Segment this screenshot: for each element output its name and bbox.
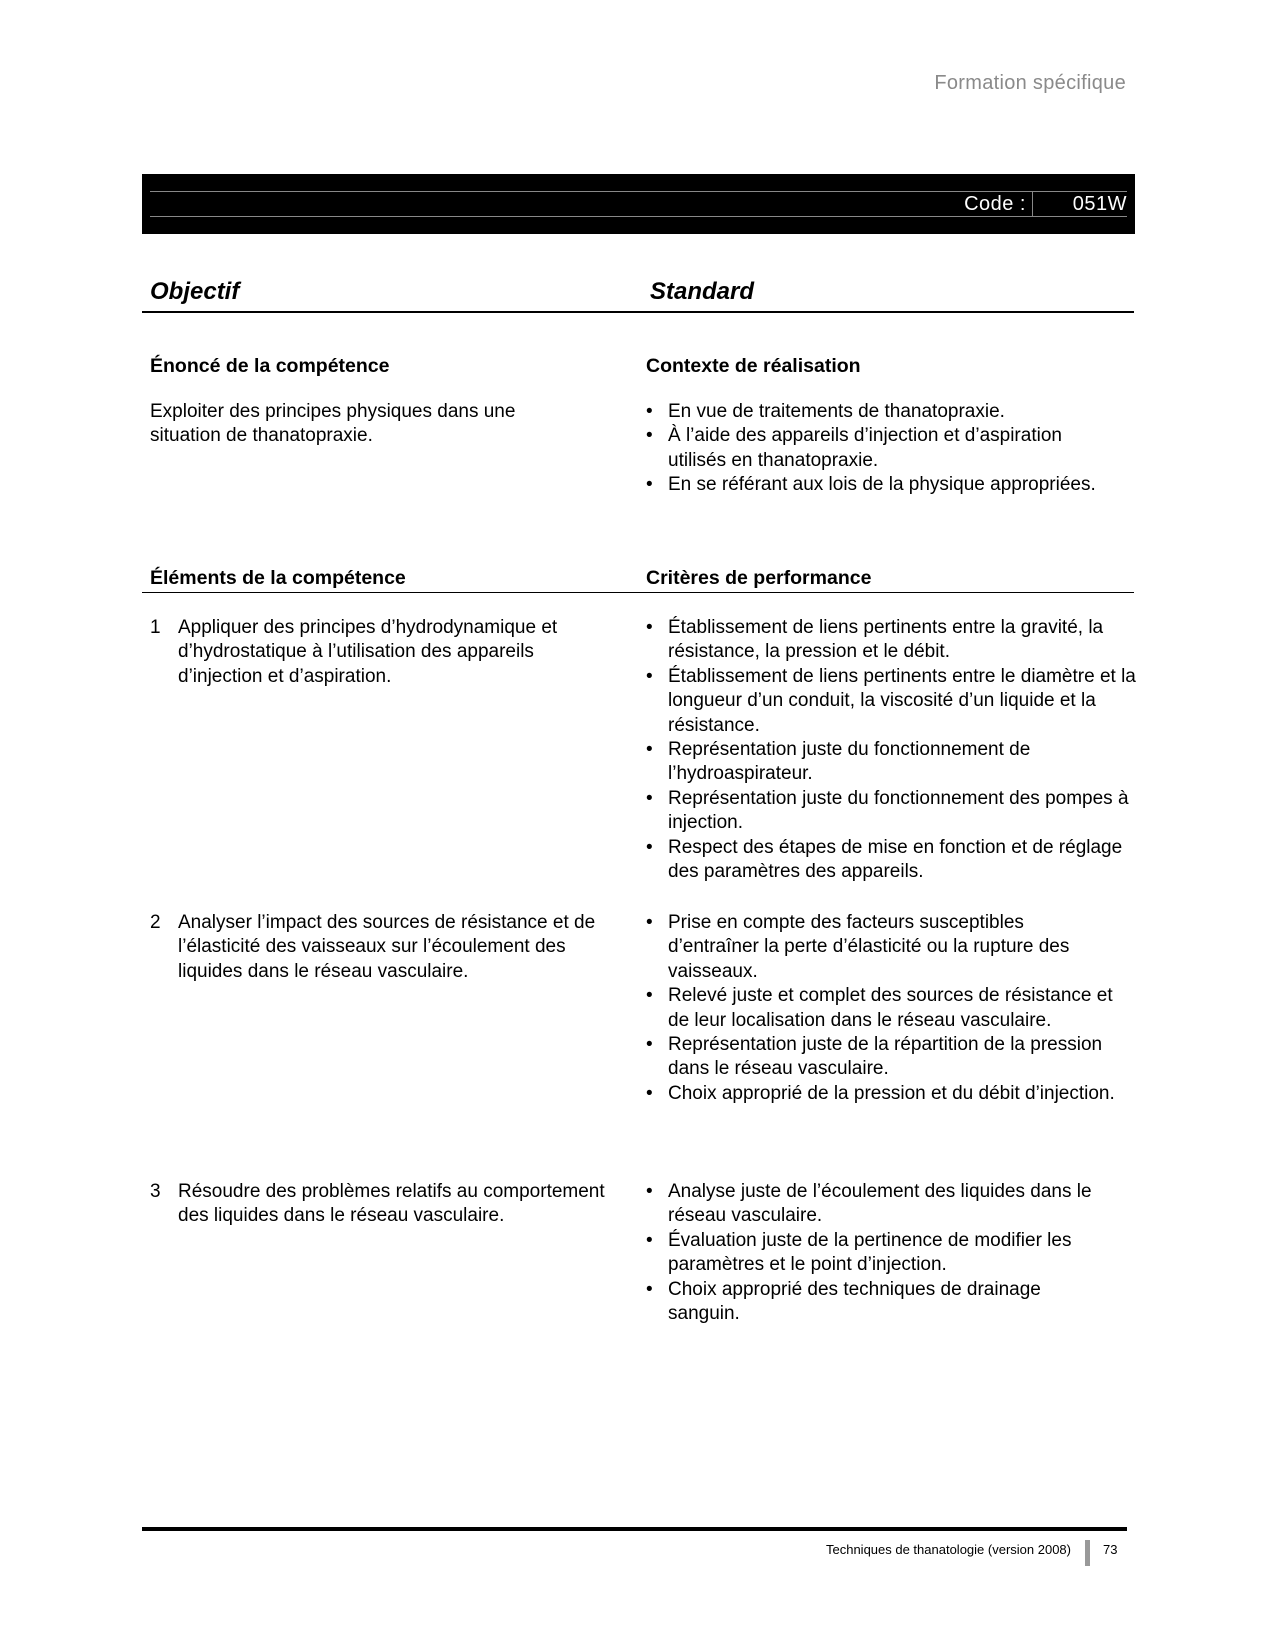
- code-bar: [142, 174, 1135, 234]
- element-text: Résoudre des problèmes relatifs au comportement des liquides dans le réseau vasculaire.: [178, 1181, 605, 1227]
- element-number: 1: [150, 617, 161, 638]
- criteria-list-2: [646, 911, 1116, 1106]
- enonce-heading: Énoncé de la compétence: [150, 355, 390, 377]
- running-header: Formation spécifique: [934, 72, 1126, 94]
- heading-rule: [142, 311, 1134, 313]
- contexte-heading: Contexte de réalisation: [646, 355, 861, 377]
- element-1: [150, 616, 618, 689]
- list-item: • À l’aide des appareils d’injection et d’aspiration utilisés en thanatopraxie.: [646, 424, 1116, 473]
- element-3: [150, 1180, 618, 1229]
- list-item: • En vue de traitements de thanatopraxie.: [646, 400, 1116, 424]
- contexte-list: [646, 400, 1116, 498]
- elements-heading: Éléments de la compétence: [150, 567, 406, 589]
- footer-rule: [142, 1527, 1127, 1531]
- list-item: • Relevé juste et complet des sources de résistance et de leur localisation dans le réseau vasculaire.: [646, 984, 1116, 1033]
- criteria-list-1: [646, 616, 1136, 884]
- section-rule: [142, 592, 1134, 593]
- objectif-heading: Objectif: [150, 278, 240, 305]
- list-item: • Respect des étapes de mise en fonction et de réglage des paramètres des appareils.: [646, 836, 1136, 885]
- list-item: • Représentation juste du fonctionnement de l’hydroaspirateur.: [646, 738, 1136, 787]
- list-item: • Choix approprié des techniques de drainage sanguin.: [646, 1278, 1116, 1327]
- list-item: • Représentation juste de la répartition de la pression dans le réseau vasculaire.: [646, 1033, 1116, 1082]
- list-item: • Établissement de liens pertinents entre la gravité, la résistance, la pression et le débit.: [646, 616, 1136, 665]
- divider: [150, 216, 1127, 217]
- code-label: Code :: [964, 192, 1033, 216]
- list-item: • Choix approprié de la pression et du débit d’injection.: [646, 1082, 1116, 1106]
- list-item: • Prise en compte des facteurs susceptibles d’entraîner la perte d’élasticité ou la rupture des vaisseaux.: [646, 911, 1116, 984]
- list-item: • En se référant aux lois de la physique appropriées.: [646, 473, 1116, 497]
- element-text: Appliquer des principes d’hydrodynamique et d’hydrostatique à l’utilisation des appareils d’injection et d’aspiration.: [178, 617, 558, 687]
- code-value: 051W: [1072, 193, 1127, 215]
- footer-separator: [1085, 1540, 1090, 1566]
- footer-title: Techniques de thanatologie (version 2008): [825, 1542, 1071, 1557]
- criteria-list-3: [646, 1180, 1116, 1326]
- element-2: [150, 911, 618, 984]
- enonce-text: Exploiter des principes physiques dans une situation de thanatopraxie.: [150, 401, 516, 447]
- list-item: • Représentation juste du fonctionnement des pompes à injection.: [646, 787, 1136, 836]
- element-text: Analyser l’impact des sources de résistance et de l’élasticité des vaisseaux sur l’écoulement des liquides dans le réseau vasculaire.: [178, 912, 596, 982]
- element-number: 2: [150, 912, 161, 933]
- list-item: • Établissement de liens pertinents entre le diamètre et la longueur d’un conduit, la viscosité d’un liquide et la résistance.: [646, 665, 1136, 738]
- list-item: • Évaluation juste de la pertinence de modifier les paramètres et le point d’injection.: [646, 1229, 1116, 1278]
- element-number: 3: [150, 1181, 161, 1202]
- standard-heading: Standard: [650, 278, 755, 305]
- page-number: 73: [1103, 1542, 1118, 1557]
- list-item: • Analyse juste de l’écoulement des liquides dans le réseau vasculaire.: [646, 1180, 1116, 1229]
- criteres-heading: Critères de performance: [646, 567, 872, 589]
